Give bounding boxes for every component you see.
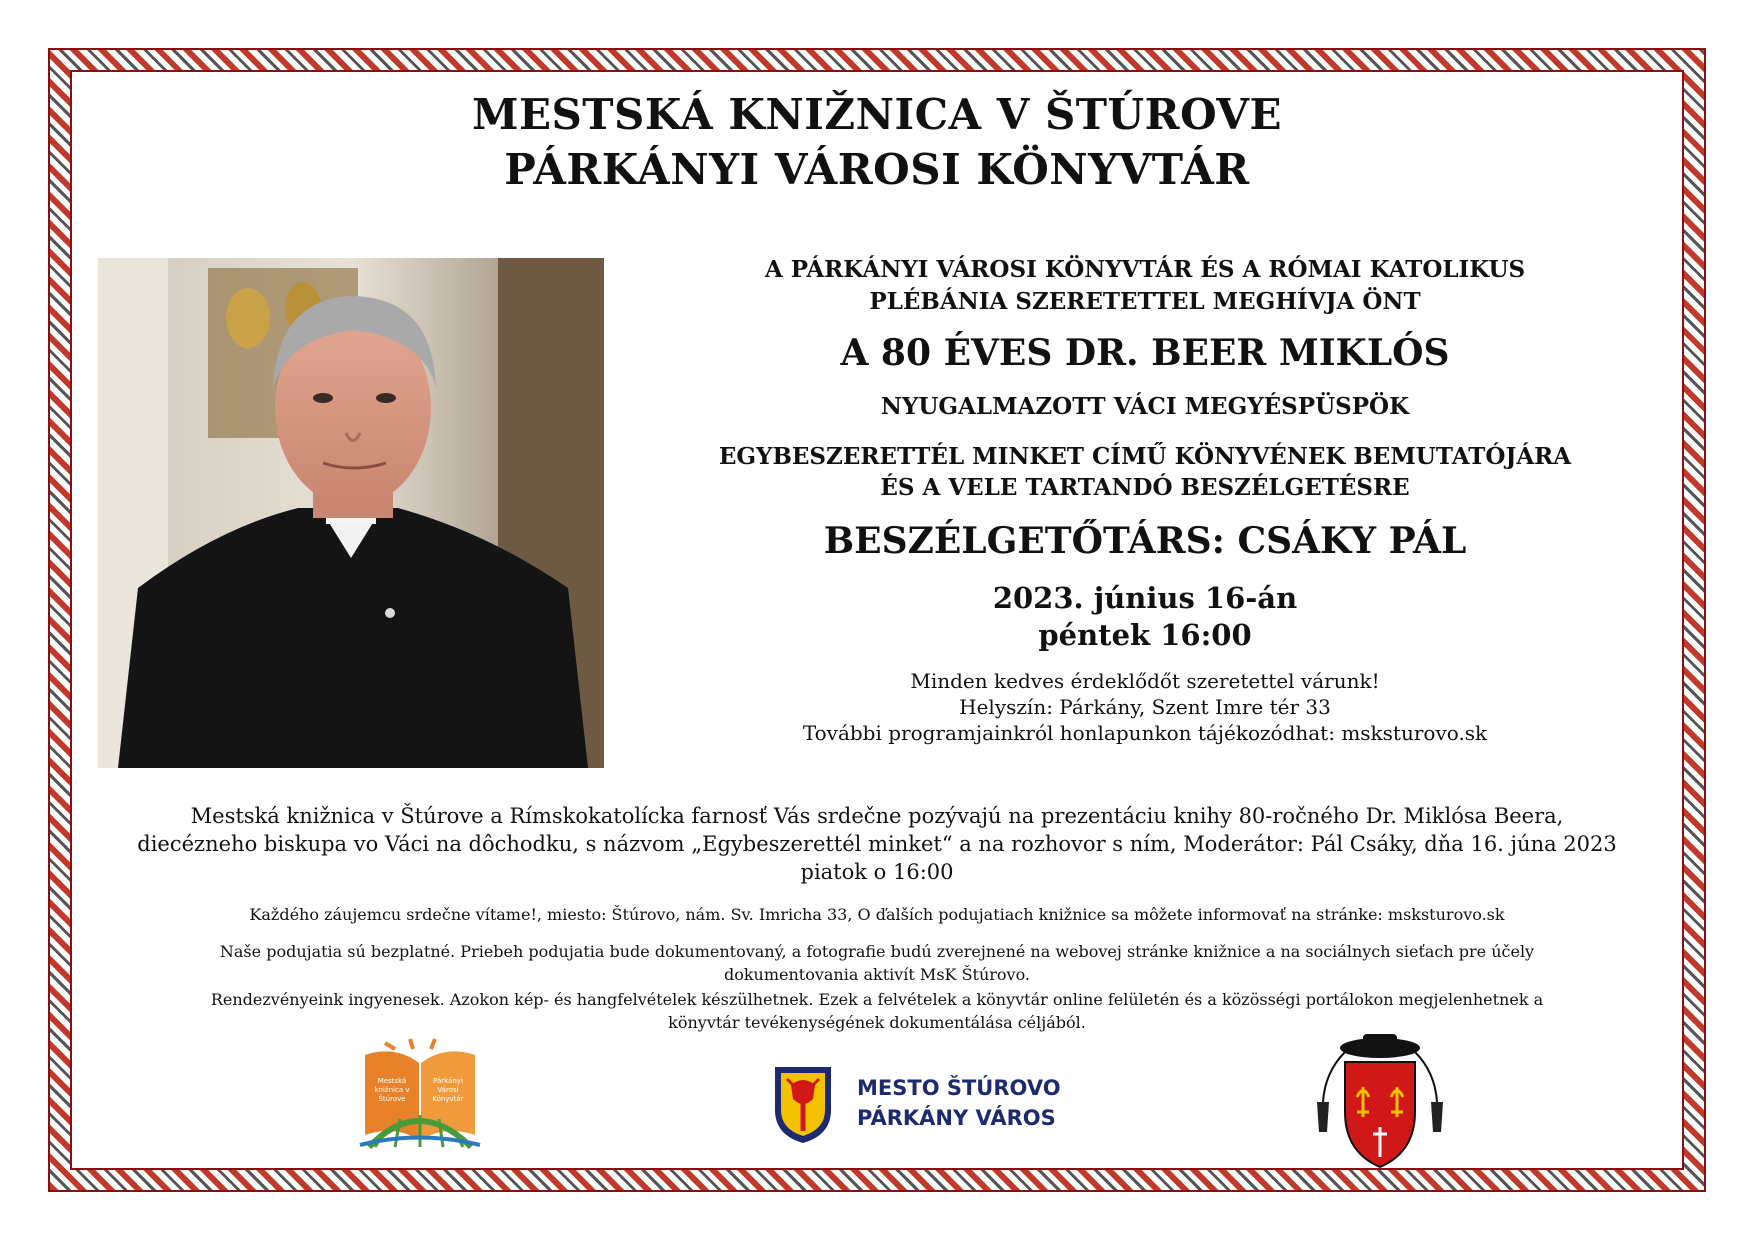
book-line-1: EGYBESZERETTÉL MINKET CÍMŰ KÖNYVÉNEK BEMUTATÓJÁRA: [718, 443, 1572, 470]
header-title-slovak: MESTSKÁ KNIŽNICA V ŠTÚROVE: [471, 90, 1283, 139]
slovak-free-line-1: Naše podujatia sú bezplatné. Priebeh podujatia bude dokumentovaný, a fotografie budú zverejnené na webovej stránke knižnice a na sociálnych sieťach pre účely: [219, 942, 1535, 961]
invite-line-2: PLÉBÁNIA SZERETETTEL MEGHÍVJA ÖNT: [869, 288, 1421, 315]
portrait-photo: [98, 258, 604, 768]
library-logo-text-right: Párkányi Városi Könyvtár: [432, 1077, 464, 1103]
more-info-hu: További programjainkról honlapunkon tájékozódhat: msksturovo.sk: [802, 721, 1488, 745]
moderator: BESZÉLGETŐTÁRS: CSÁKY PÁL: [823, 520, 1467, 562]
city-name-slovak: MESTO ŠTÚROVO: [857, 1076, 1061, 1100]
invite-line-1: A PÁRKÁNYI VÁROSI KÖNYVTÁR ÉS A RÓMAI KATOLIKUS: [764, 256, 1526, 283]
parish-coat-of-arms-icon: [1305, 1032, 1455, 1172]
city-name-hungarian: PÁRKÁNY VÁROS: [857, 1106, 1056, 1130]
library-logo-text-left: Mestská knižnica v Štúrove: [374, 1077, 410, 1103]
slovak-para-line-1: Mestská knižnica v Štúrove a Rímskokatolícka farnosť Vás srdečne pozývajú na prezentáciu knihy 80-ročného Dr. Miklósa Beera,: [190, 804, 1564, 828]
slovak-welcome: Každého záujemcu srdečne vítame!, miesto: Štúrovo, nám. Sv. Imricha 33, O ďalších podujatiach knižnice sa môžete informovať na stránke: msksturovo.sk: [249, 905, 1505, 924]
library-logo: [355, 1035, 485, 1155]
welcome-text-hu: Minden kedves érdeklődőt szeretettel várunk!: [910, 669, 1380, 693]
slovak-para-line-3: piatok o 16:00: [800, 860, 954, 884]
hungarian-free-line-2: könyvtár tevékenységének dokumentálása céljából.: [668, 1013, 1086, 1032]
slovak-para-line-2: diecézneho biskupa vo Váci na dôchodku, s názvom „Egybeszerettél minket“ a na rozhovor s ním, Moderátor: Pál Csáky, dňa 16. júna 2023: [137, 832, 1617, 856]
venue-text-hu: Helyszín: Párkány, Szent Imre tér 33: [959, 695, 1331, 719]
book-line-2: ÉS A VELE TARTANDÓ BESZÉLGETÉSRE: [880, 474, 1410, 501]
event-date: 2023. június 16-án: [992, 581, 1298, 615]
guest-role: NYUGALMAZOTT VÁCI MEGYÉSPÜSPÖK: [880, 393, 1410, 420]
event-time: péntek 16:00: [1038, 618, 1252, 652]
header-title-hungarian: PÁRKÁNYI VÁROSI KÖNYVTÁR: [504, 145, 1250, 194]
city-coat-of-arms-icon: [773, 1065, 833, 1145]
hungarian-free-line-1: Rendezvényeink ingyenesek. Azokon kép- és hangfelvételek készülhetnek. Ezek a felvételek a könyvtár online felületén és a közösségi portálokon megjelenhetnek a: [210, 990, 1544, 1009]
guest-name: A 80 ÉVES DR. BEER MIKLÓS: [840, 332, 1450, 374]
slovak-free-line-2: dokumentovania aktivít MsK Štúrovo.: [723, 965, 1031, 984]
city-logo: [773, 1065, 1073, 1150]
